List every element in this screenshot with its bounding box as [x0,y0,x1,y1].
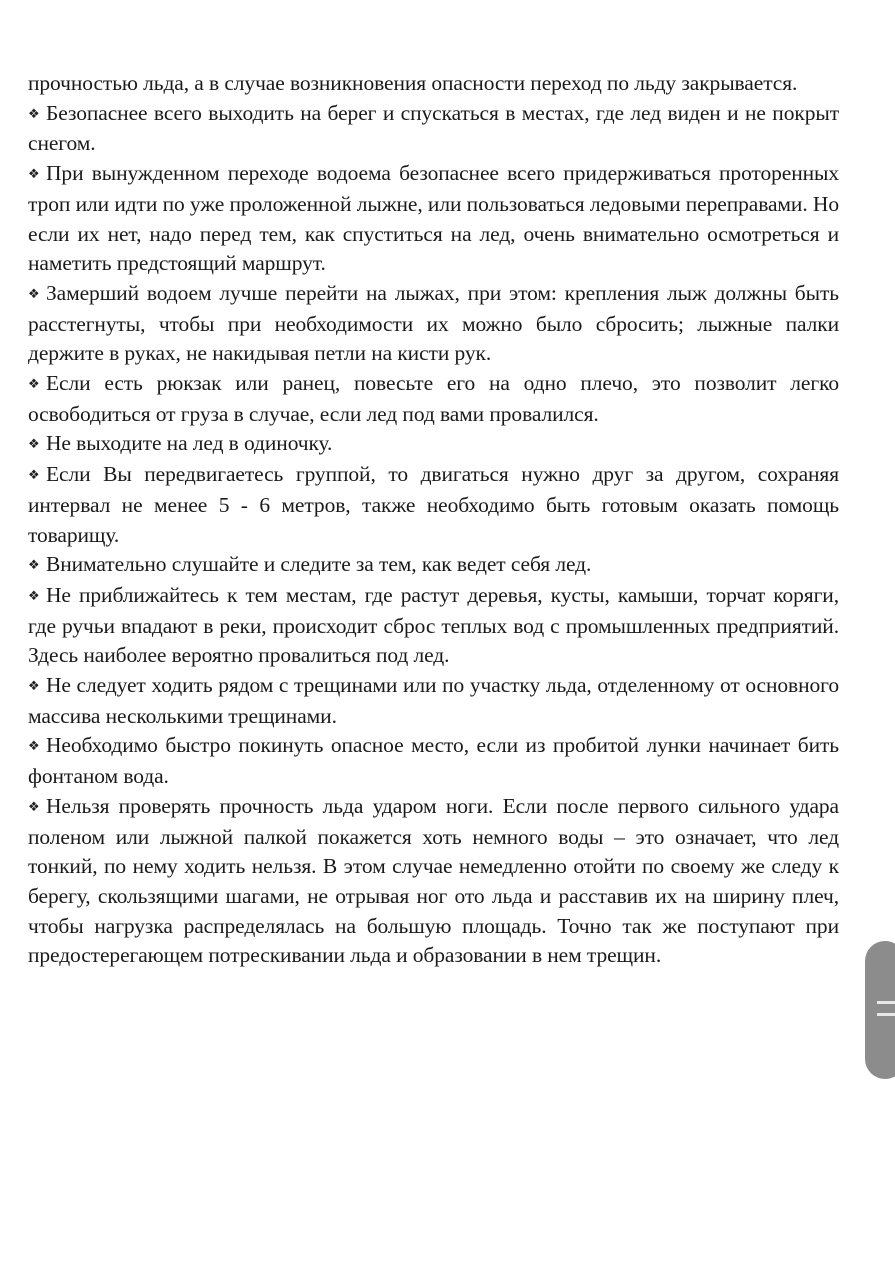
list-item [28,279,839,369]
list-item [28,159,839,279]
list-item [28,550,839,581]
list-item-text: Если Вы передвигаетесь группой, то двигаться нужно друг за другом, сохраняя интервал не менее 5 - 6 метров, также необходимо быть готовым оказать помощь товарищу. [28,462,839,547]
document-body [28,69,839,971]
list-item-text: Если есть рюкзак или ранец, повесьте его на одно плечо, это позволит легко освободиться от груза в случае, если лед под вами провалился. [28,371,839,426]
list-item-text: Необходимо быстро покинуть опасное место, если из пробитой лунки начинает бить фонтаном вода. [28,733,839,789]
bullet-icon: ❖ [28,106,40,122]
list-item [28,792,839,971]
list-item [28,671,839,731]
list-item-text: При вынужденном переходе водоема безопаснее всего придерживаться проторенных троп или идти по уже проложенной лыжне, или пользоваться ледовыми переправами. Но если их нет, надо перед тем, как спуститься на лед, очень внимательно осмотреться и наметить предстоящий маршрут. [28,161,839,276]
bullet-icon: ❖ [28,286,40,302]
drag-grip-icon [877,1001,895,1004]
list-item-text: Не приближайтесь к тем местам, где растут деревья, кусты, камыши, торчат коряги, где ручьи впадают в реки, происходит сброс теплых вод с промышленных предприятий. Здесь наиболее вероятно провалиться под лед. [28,582,839,668]
list-item-text: Нельзя проверять прочность льда ударом ноги. Если после первого сильного удара поленом или лыжной палкой покажется хоть немного воды – это означает, что лед тонкий, по нему ходить нельзя. В этом случае немедленно отойти по своему же следу к берегу, скользящими шагами, не отрывая ног ото льда и расставив их на ширину плеч, чтобы нагрузка распределялась на большую площадь. Точно так же поступают при предостерегающем потрескивании льда и образовании в нем трещин. [28,793,839,968]
bullet-icon: ❖ [28,167,40,183]
bullet-icon: ❖ [28,558,40,574]
list-item [28,369,839,429]
list-item [28,581,839,671]
list-item-text: Внимательно слушайте и следите за тем, как ведет себя лед. [46,552,592,577]
bullet-icon: ❖ [28,739,40,755]
scroll-handle[interactable] [865,941,895,1079]
list-item [28,731,839,791]
bullet-icon: ❖ [28,377,40,393]
bullet-icon: ❖ [28,679,40,695]
bullet-icon: ❖ [28,468,40,484]
list-item-text: Не следует ходить рядом с трещинами или по участку льда, отделенному от основного массива несколькими трещинами. [28,673,839,728]
intro-paragraph: прочностью льда, а в случае возникновения опасности переход по льду закрывается. [28,71,798,95]
bullet-icon: ❖ [28,799,40,815]
list-item [28,99,839,159]
drag-grip-icon [877,1013,895,1016]
bullet-icon: ❖ [28,588,40,604]
bullet-icon: ❖ [28,437,40,453]
list-item-text: Замерший водоем лучше перейти на лыжах, при этом: крепления лыж должны быть расстегнуты, чтобы при необходимости их можно было сбросить; лыжные палки держите в руках, не накидывая петли на кисти рук. [28,280,839,366]
list-item [28,460,839,550]
list-item-text: Безопаснее всего выходить на берег и спускаться в местах, где лед виден и не покрыт снегом. [28,100,839,156]
list-item [28,429,839,460]
list-item-text: Не выходите на лед в одиночку. [46,431,333,456]
